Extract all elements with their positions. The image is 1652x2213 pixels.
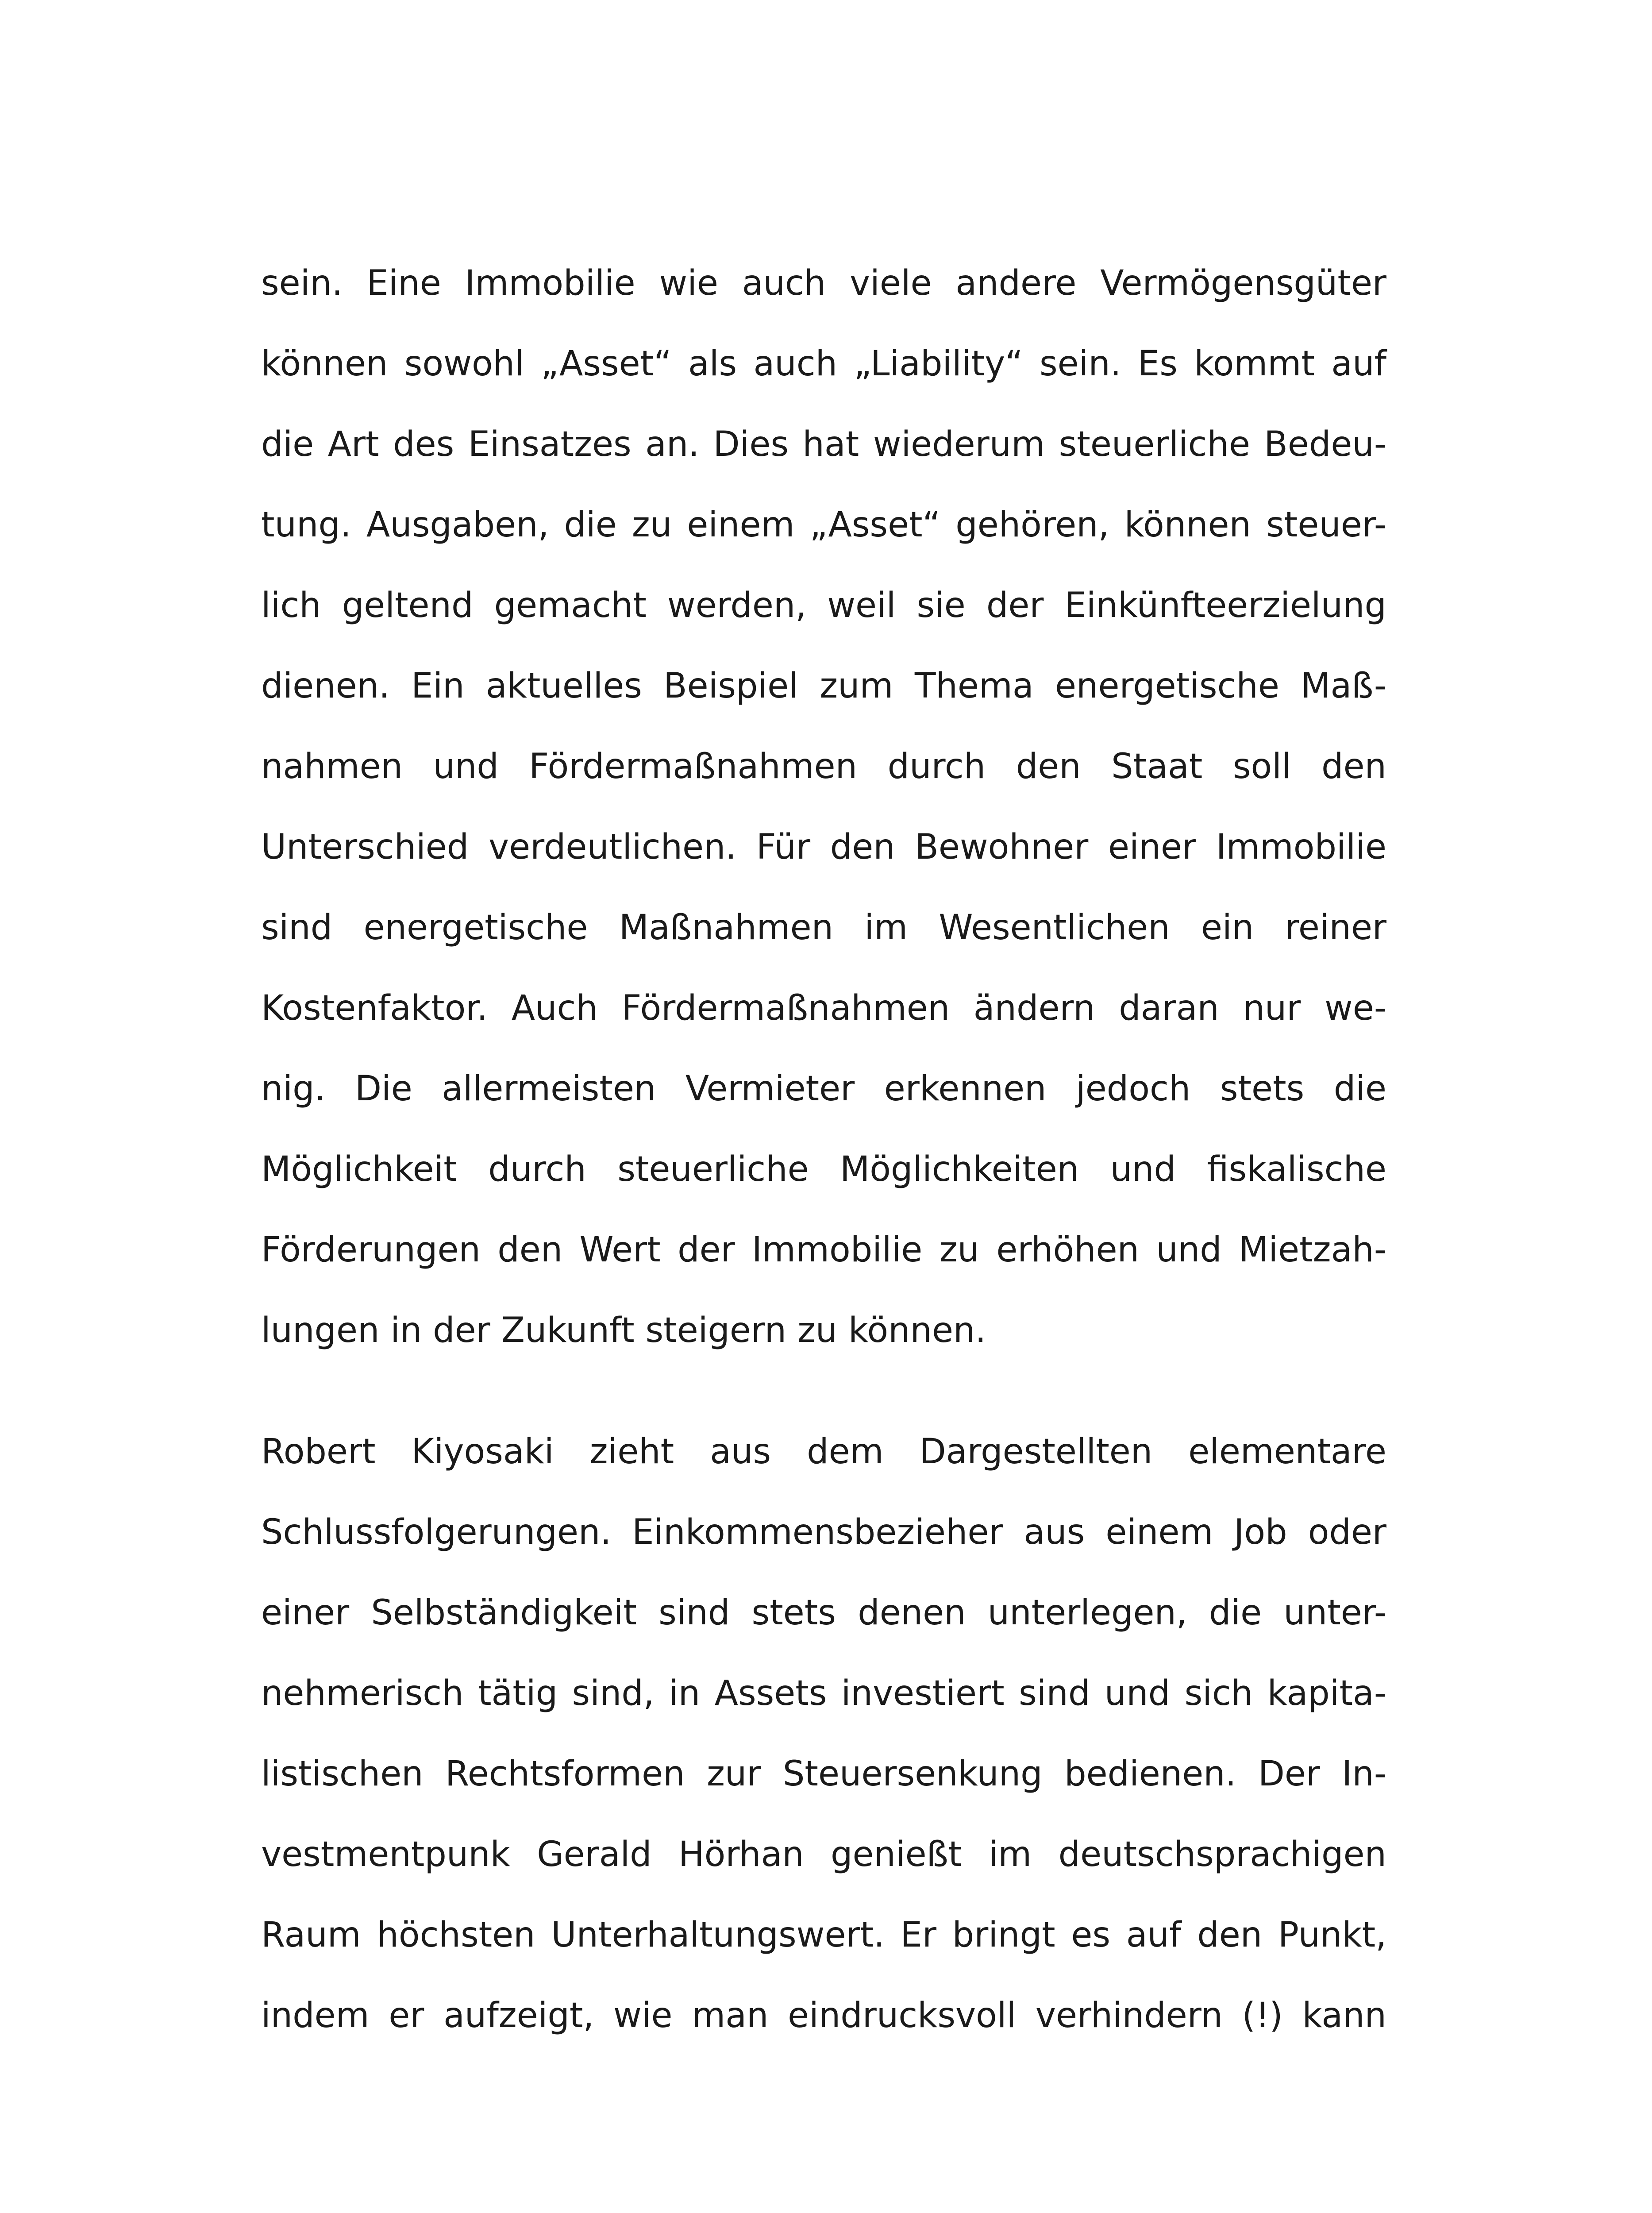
text-line: vestmentpunk Gerald Hörhan genießt im deutschsprachigen [261, 1835, 1386, 1874]
text-line: lich geltend gemacht werden, weil sie der Einkünfteerzielung [261, 586, 1386, 625]
text-line: sein. Eine Immobilie wie auch viele andere Vermögensgüter [261, 263, 1386, 303]
text-line: nig. Die allermeisten Vermieter erkennen jedoch stets die [261, 1069, 1386, 1109]
text-line: lungen in der Zukunft steigern zu können. [261, 1311, 986, 1350]
text-line: Robert Kiyosaki zieht aus dem Dargestellten elementare [261, 1432, 1386, 1472]
text-line: können sowohl „Asset“ als auch „Liability“ sein. Es kommt auf [261, 344, 1386, 384]
text-line: die Art des Einsatzes an. Dies hat wiederum steuerliche Bedeu- [261, 424, 1386, 464]
text-line: Möglichkeit durch steuerliche Möglichkeiten und fiskalische [261, 1149, 1386, 1189]
paragraph-1 [261, 261, 1386, 1368]
text-line: sind energetische Maßnahmen im Wesentlichen ein reiner [261, 908, 1386, 948]
text-line: dienen. Ein aktuelles Beispiel zum Thema energetische Maß- [261, 666, 1386, 706]
text-line: Kostenfaktor. Auch Fördermaßnahmen ändern daran nur we- [261, 988, 1386, 1028]
text-line: Raum höchsten Unterhaltungswert. Er bringt es auf den Punkt, [261, 1915, 1386, 1955]
text-line: Unterschied verdeutlichen. Für den Bewohner einer Immobilie [261, 827, 1386, 867]
text-line: einer Selbständigkeit sind stets denen unterlegen, die unter- [261, 1593, 1386, 1633]
text-line: Schlussfolgerungen. Einkommensbezieher aus einem Job oder [261, 1512, 1386, 1552]
text-line: listischen Rechtsformen zur Steuersenkung bedienen. Der In- [261, 1754, 1386, 1794]
paragraph-2 [261, 1430, 1386, 2093]
text-line: indem er aufzeigt, wie man eindrucksvoll verhindern (!) kann [261, 1996, 1386, 2036]
text-line: Förderungen den Wert der Immobilie zu erhöhen und Mietzah- [261, 1230, 1386, 1270]
text-line: nahmen und Fördermaßnahmen durch den Staat soll den [261, 747, 1386, 787]
text-line: nehmerisch tätig sind, in Assets investiert sind und sich kapita- [261, 1673, 1386, 1713]
text-line: tung. Ausgaben, die zu einem „Asset“ gehören, können steuer- [261, 505, 1386, 545]
